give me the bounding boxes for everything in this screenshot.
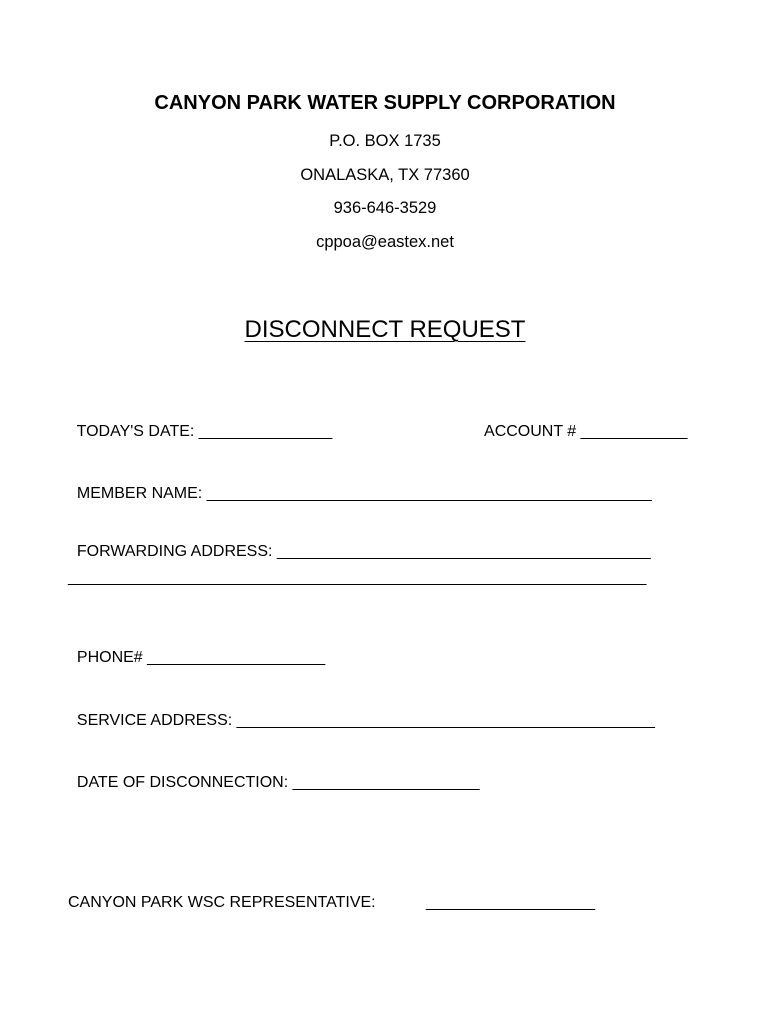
form-title xyxy=(0,318,770,342)
account-number-label: ACCOUNT # xyxy=(484,423,581,440)
member-name-field xyxy=(68,470,652,502)
member-name-label: MEMBER NAME: xyxy=(76,485,207,502)
todays-date-label: TODAY'S DATE: xyxy=(76,423,199,440)
forwarding-address-label: FORWARDING ADDRESS: xyxy=(76,543,277,560)
todays-date-blank[interactable]: _______________ xyxy=(198,423,333,440)
city-state-zip: ONALASKA, TX 77360 xyxy=(300,166,470,184)
phone-field xyxy=(68,634,325,666)
forwarding-address-continuation[interactable]: _________________________________________________________________ xyxy=(68,569,647,586)
account-number-field xyxy=(476,408,687,440)
email-address: cppoa@eastex.net xyxy=(316,233,454,251)
date-of-disconnection-blank[interactable]: _____________________ xyxy=(292,774,480,791)
member-name-blank[interactable]: __________________________________________________ xyxy=(206,485,652,502)
representative-label: CANYON PARK WSC REPRESENTATIVE: xyxy=(68,894,376,911)
service-address-field xyxy=(68,697,655,729)
service-address-blank[interactable]: _______________________________________________ xyxy=(236,712,655,729)
phone-number: 936-646-3529 xyxy=(333,199,437,217)
organization-name: CANYON PARK WATER SUPPLY CORPORATION xyxy=(154,92,616,114)
date-of-disconnection-label: DATE OF DISCONNECTION: xyxy=(76,774,293,791)
form-title-text: DISCONNECT REQUEST xyxy=(244,316,526,343)
phone-blank[interactable]: ____________________ xyxy=(147,649,326,666)
phone-label: PHONE# xyxy=(76,649,148,666)
account-number-blank[interactable]: ____________ xyxy=(580,423,688,440)
date-of-disconnection-field xyxy=(68,759,479,791)
po-box: P.O. BOX 1735 xyxy=(329,132,441,150)
forwarding-address-field xyxy=(68,528,651,560)
todays-date-field xyxy=(68,408,332,440)
forwarding-address-blank[interactable]: __________________________________________ xyxy=(276,543,651,560)
representative-blank[interactable]: ___________________ xyxy=(426,894,596,911)
service-address-label: SERVICE ADDRESS: xyxy=(76,712,237,729)
